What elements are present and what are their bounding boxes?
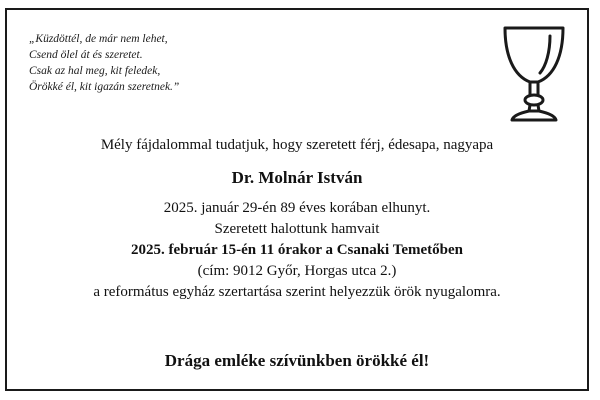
announcement-intro bbox=[7, 135, 587, 156]
closing-text: Drága emléke szívünkben örökké él! bbox=[164, 351, 430, 370]
address-line: (cím: 9012 Győr, Horgas utca 2.) bbox=[197, 263, 397, 279]
poem-line: „Küzdöttél, de már nem lehet, bbox=[29, 33, 168, 45]
poem-line: Csak az hal meg, kit feledek, bbox=[29, 65, 161, 77]
ashes-line: Szeretett halottunk hamvait bbox=[214, 221, 380, 237]
ceremony-line: 2025. február 15-én 11 órakor a Csanaki Temetőben bbox=[131, 242, 463, 258]
poem-line: Csend ölel át és szeretet. bbox=[29, 49, 143, 61]
chalice-icon bbox=[500, 22, 568, 124]
obituary-card bbox=[5, 8, 589, 391]
announcement-details bbox=[7, 198, 587, 303]
intro-text: Mély fájdalommal tudatjuk, hogy szeretett férj, édesapa, nagyapa bbox=[100, 137, 494, 153]
rite-line: a református egyház szertartása szerint helyezzük örök nyugalomra. bbox=[93, 284, 501, 300]
death-date-line: 2025. január 29-én 89 éves korában elhunyt. bbox=[163, 200, 431, 216]
closing-line bbox=[7, 350, 587, 372]
deceased-name-text: Dr. Molnár István bbox=[231, 168, 363, 187]
deceased-name bbox=[7, 167, 587, 189]
poem-line: Örökké él, kit igazán szeretnek.” bbox=[29, 81, 180, 93]
memorial-poem bbox=[29, 31, 179, 95]
